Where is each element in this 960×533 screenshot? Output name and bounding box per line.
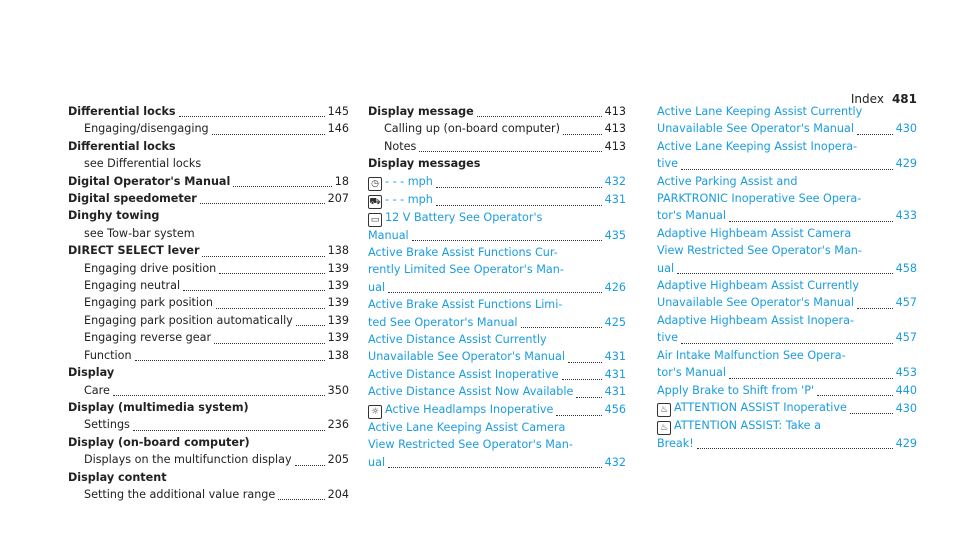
index-entry[interactable] (368, 419, 626, 436)
entry-label: Display message (368, 105, 474, 118)
dot-leader (295, 462, 325, 466)
index-heading (68, 399, 349, 416)
index-heading (68, 469, 349, 486)
entry-text (84, 225, 195, 242)
entry-text (68, 364, 114, 381)
page-ref: 18 (334, 174, 349, 188)
page-ref: 458 (895, 261, 917, 275)
entry-label: PARKTRONIC Inoperative See Opera- (657, 192, 862, 206)
entry-text (84, 312, 293, 329)
page-ref: 429 (895, 436, 917, 450)
dot-leader (219, 270, 324, 274)
dot-leader (681, 340, 893, 344)
dot-leader (850, 410, 893, 414)
entry-text (368, 279, 385, 296)
entry-text (368, 244, 558, 261)
entry-text (68, 242, 199, 259)
entry-text (84, 120, 209, 137)
dot-leader (412, 237, 602, 241)
page-ref: 205 (327, 453, 349, 467)
entry-label: View Restricted See Operator's Man- (657, 244, 862, 258)
entry-label: Display messages (368, 157, 481, 171)
entry-text (84, 451, 292, 468)
dot-leader (697, 445, 893, 449)
entry-label: Active Lane Keeping Assist Camera (368, 420, 566, 434)
index-entry[interactable] (657, 277, 917, 294)
index-entry[interactable] (657, 364, 917, 381)
page-ref: 433 (895, 209, 917, 223)
entry-label: - - - mph (385, 192, 433, 206)
page-ref: 440 (895, 383, 917, 397)
entry-label: Calling up (on-board computer) (384, 122, 561, 136)
dot-leader (477, 113, 602, 117)
index-column-1 (68, 103, 349, 503)
entry-label: tor's Manual (657, 209, 726, 223)
entry-text (84, 416, 130, 433)
dot-leader (677, 270, 893, 274)
entry-label: Active Lane Keeping Assist Inopera- (657, 139, 858, 153)
dot-leader (183, 287, 325, 291)
page-ref: 425 (604, 315, 626, 329)
dot-leader (179, 113, 325, 117)
entry-label: Notes (384, 139, 417, 153)
dot-leader (436, 202, 602, 206)
dot-leader (113, 392, 325, 396)
entry-label: Active Lane Keeping Assist Currently (657, 105, 863, 118)
dot-leader (296, 322, 325, 326)
entry-text (657, 225, 851, 242)
index-entry[interactable] (657, 207, 917, 224)
page-ref: 139 (327, 313, 349, 327)
entry-label: Unavailable See Operator's Manual (657, 122, 854, 136)
page-ref: 435 (604, 228, 626, 242)
page-ref: 139 (327, 261, 349, 275)
entry-text (84, 294, 213, 311)
entry-text (657, 242, 862, 259)
entry-label: Active Brake Assist Functions Cur- (368, 246, 558, 260)
entry-label: Adaptive Highbeam Assist Currently (657, 279, 860, 293)
index-entry[interactable] (657, 347, 917, 364)
dot-leader (133, 427, 325, 431)
dot-leader (388, 464, 602, 468)
entry-text (68, 207, 159, 224)
entry-text (84, 260, 216, 277)
entry-text (384, 120, 560, 137)
entry-text (84, 382, 110, 399)
index-entry[interactable] (657, 155, 917, 172)
index-entry (68, 120, 349, 137)
entry-text (368, 227, 409, 244)
entry-label: Display (on-board computer) (68, 435, 250, 449)
dot-leader (556, 412, 601, 416)
index-entry[interactable] (368, 244, 626, 261)
dot-leader (212, 131, 325, 135)
entry-label: Display (68, 366, 115, 380)
page-ref: 432 (604, 175, 626, 189)
entry-label: ted See Operator's Manual (368, 315, 518, 329)
dot-leader (135, 357, 325, 361)
index-entry[interactable] (657, 103, 917, 120)
entry-label: ATTENTION ASSIST: Take a (674, 418, 821, 432)
entry-text (657, 138, 857, 155)
index-entry (68, 312, 349, 329)
index-heading (68, 190, 349, 207)
index-heading (68, 103, 349, 120)
entry-label: Settings (84, 418, 130, 432)
entry-text (657, 277, 859, 294)
page-ref: 204 (327, 487, 349, 501)
index-entry[interactable] (368, 331, 626, 348)
entry-label: Unavailable See Operator's Manual (657, 296, 854, 310)
page-ref: 413 (604, 139, 626, 153)
index-entry[interactable] (657, 120, 917, 137)
entry-label: Active Brake Assist Functions Limi- (368, 298, 563, 312)
index-entry[interactable] (657, 225, 917, 242)
dot-leader (388, 289, 602, 293)
page-ref: 429 (895, 157, 917, 171)
entry-label: Care (84, 383, 110, 397)
page-ref: 426 (604, 280, 626, 294)
distance-pilot-icon: ⛟ (369, 196, 381, 207)
index-entry[interactable] (368, 261, 626, 278)
entry-label: Engaging/disengaging (84, 122, 209, 136)
entry-text (368, 314, 518, 331)
entry-label: Unavailable See Operator's Manual (368, 350, 565, 364)
entry-label: tor's Manual (657, 366, 726, 380)
dot-leader (817, 392, 893, 396)
index-entry (68, 486, 349, 503)
page-ref: 431 (604, 193, 626, 207)
index-heading (368, 103, 626, 120)
page-ref: 207 (327, 192, 349, 206)
dot-leader (214, 340, 325, 344)
entry-text (368, 173, 433, 191)
dot-leader (436, 184, 602, 188)
entry-text (84, 347, 132, 364)
page-ref: 431 (604, 367, 626, 381)
entry-text (368, 191, 433, 209)
entry-label: see Tow-bar system (84, 226, 195, 240)
dot-leader (857, 131, 893, 135)
entry-text (657, 207, 726, 224)
entry-text (368, 155, 480, 172)
index-entry[interactable] (368, 401, 626, 419)
entry-label: Apply Brake to Shift from 'P' (657, 383, 815, 397)
entry-label: View Restricted See Operator's Man- (368, 438, 573, 452)
index-heading (68, 434, 349, 451)
index-entry[interactable] (368, 227, 626, 244)
dot-leader (681, 166, 893, 170)
entry-text (368, 401, 553, 419)
dot-leader (729, 218, 893, 222)
entry-text (368, 261, 564, 278)
entry-text (84, 329, 211, 346)
dot-leader (562, 376, 602, 380)
index-entry (68, 416, 349, 433)
dot-leader (216, 305, 325, 309)
index-heading (68, 364, 349, 381)
index-heading (368, 155, 626, 172)
entry-label: ual (368, 280, 386, 294)
index-entry[interactable] (368, 366, 626, 383)
entry-text (68, 103, 176, 120)
index-entry (68, 277, 349, 294)
entry-text (657, 173, 797, 190)
entry-text (384, 138, 416, 155)
entry-text (368, 436, 573, 453)
index-entry[interactable] (657, 260, 917, 277)
entry-label: Display content (68, 470, 167, 484)
entry-text (84, 155, 201, 172)
page-ref: 430 (895, 122, 917, 136)
entry-label: Digital speedometer (68, 192, 197, 206)
page-ref: 145 (327, 105, 349, 118)
entry-text (368, 209, 542, 227)
entry-text (68, 469, 167, 486)
page-ref: 431 (604, 385, 626, 399)
entry-text (368, 366, 559, 383)
entry-text (84, 277, 180, 294)
dot-leader (233, 183, 331, 187)
entry-label: Display (multimedia system) (68, 400, 249, 414)
entry-text (68, 434, 250, 451)
page-ref: 139 (327, 279, 349, 293)
entry-text (657, 312, 854, 329)
index-heading (68, 138, 349, 155)
entry-label: Engaging neutral (84, 279, 181, 293)
page-ref: 146 (327, 122, 349, 136)
dot-leader (576, 394, 601, 398)
entry-label: see Differential locks (84, 157, 202, 171)
dot-leader (202, 253, 324, 257)
entry-label: Differential locks (68, 139, 176, 153)
entry-text (68, 138, 176, 155)
entry-label: Adaptive Highbeam Assist Camera (657, 226, 852, 240)
entry-label: Engaging drive position (84, 261, 217, 275)
index-entry[interactable] (368, 209, 626, 227)
entry-text (657, 103, 862, 120)
entry-label: Engaging park position automatically (84, 313, 293, 327)
index-entry (68, 451, 349, 468)
entry-text (657, 155, 678, 172)
index-heading (68, 207, 349, 224)
page-ref: 430 (895, 401, 917, 415)
index-heading (68, 242, 349, 259)
entry-label: ual (657, 261, 675, 275)
dot-leader (729, 375, 893, 379)
index-entry[interactable] (657, 312, 917, 329)
entry-text (657, 435, 694, 452)
entry-label: Active Headlamps Inoperative (385, 402, 554, 416)
section-title: Index (850, 92, 884, 106)
index-column-2 (368, 103, 626, 471)
page-ref: 453 (895, 366, 917, 380)
page-ref: 457 (895, 296, 917, 310)
entry-label: Active Distance Assist Inoperative (368, 367, 559, 381)
index-entry (368, 138, 626, 155)
entry-text (68, 190, 197, 207)
entry-label: ATTENTION ASSIST Inoperative (674, 400, 847, 414)
entry-label: Differential locks (68, 105, 176, 118)
entry-label: Active Distance Assist Now Available (368, 385, 574, 399)
index-entry (68, 155, 349, 172)
dot-leader (857, 305, 893, 309)
index-heading (68, 173, 349, 190)
index-entry[interactable] (657, 399, 917, 417)
index-entry (68, 225, 349, 242)
dot-leader (563, 131, 602, 135)
page-ref: 413 (604, 105, 626, 118)
entry-label: Digital Operator's Manual (68, 174, 231, 188)
entry-text (657, 347, 846, 364)
battery-icon: ▭ (368, 213, 382, 227)
index-entry[interactable] (657, 435, 917, 452)
entry-label: DIRECT SELECT lever (68, 244, 200, 258)
entry-text (368, 103, 474, 120)
dot-leader (278, 496, 324, 500)
index-entry (68, 260, 349, 277)
entry-label: Engaging park position (84, 296, 213, 310)
index-entry[interactable] (657, 329, 917, 346)
index-entry[interactable] (657, 190, 917, 207)
index-entry[interactable] (368, 383, 626, 400)
entry-text (657, 329, 678, 346)
entry-label: 12 V Battery See Operator's (385, 210, 543, 224)
entry-label: Break! (657, 436, 694, 450)
entry-text (368, 419, 565, 436)
index-entry[interactable] (657, 382, 917, 399)
speed-limiter-icon: ◷ (368, 177, 382, 191)
page-ref: 457 (895, 331, 917, 345)
entry-text (657, 294, 854, 311)
index-entry[interactable] (368, 191, 626, 209)
entry-text (657, 382, 814, 399)
attention-assist-icon: ♨ (657, 421, 671, 435)
page-ref: 413 (604, 122, 626, 136)
entry-label: Active Parking Assist and (657, 174, 798, 188)
index-entry[interactable] (368, 279, 626, 296)
index-entry[interactable] (368, 454, 626, 471)
page-ref: 432 (604, 455, 626, 469)
index-entry (68, 382, 349, 399)
index-entry[interactable] (368, 173, 626, 191)
page-ref: 431 (604, 350, 626, 364)
index-entry[interactable] (368, 348, 626, 365)
page-ref: 236 (327, 418, 349, 432)
page-number: 481 (891, 92, 917, 106)
entry-label: ual (368, 455, 386, 469)
index-entry[interactable] (368, 296, 626, 313)
entry-label: Displays on the multifunction display (84, 453, 292, 467)
entry-text (368, 296, 562, 313)
dot-leader (568, 359, 602, 363)
attention-assist-icon: ♨ (657, 403, 671, 417)
index-entry[interactable] (657, 173, 917, 190)
index-entry (68, 347, 349, 364)
entry-text (68, 173, 230, 190)
index-entry[interactable] (657, 138, 917, 155)
entry-label: Manual (368, 228, 409, 242)
page-ref: 350 (327, 383, 349, 397)
entry-text (657, 364, 726, 381)
entry-label: Active Distance Assist Currently (368, 333, 547, 347)
entry-label: tive (657, 331, 678, 345)
entry-text (84, 486, 275, 503)
entry-text (657, 120, 854, 137)
index-entry[interactable] (368, 314, 626, 331)
index-column-3 (657, 103, 917, 452)
entry-label: Function (84, 348, 132, 362)
entry-text (368, 331, 547, 348)
dot-leader (521, 324, 602, 328)
entry-label: tive (657, 157, 678, 171)
index-entry (68, 329, 349, 346)
entry-text (368, 348, 565, 365)
entry-text (657, 417, 821, 435)
entry-label: rently Limited See Operator's Man- (368, 263, 564, 277)
entry-text (68, 399, 249, 416)
page-ref: 138 (327, 244, 349, 258)
entry-label: Engaging reverse gear (84, 331, 212, 345)
entry-label: Setting the additional value range (84, 487, 276, 501)
entry-label: - - - mph (385, 174, 433, 188)
page-ref: 139 (327, 331, 349, 345)
headlamp-icon: ☼ (368, 405, 382, 419)
entry-text (657, 399, 847, 417)
page-ref: 139 (327, 296, 349, 310)
index-entry[interactable] (657, 294, 917, 311)
dot-leader (419, 148, 601, 152)
entry-text (368, 383, 573, 400)
index-entry[interactable] (657, 417, 917, 435)
page-ref: 138 (327, 348, 349, 362)
index-entry (368, 120, 626, 137)
index-entry[interactable] (368, 436, 626, 453)
entry-label: Dinghy towing (68, 209, 160, 223)
index-entry[interactable] (657, 242, 917, 259)
entry-text (368, 454, 385, 471)
entry-text (657, 260, 674, 277)
dot-leader (200, 200, 325, 204)
index-entry (68, 294, 349, 311)
entry-label: Air Intake Malfunction See Opera- (657, 348, 846, 362)
page-ref: 456 (604, 403, 626, 417)
entry-label: Adaptive Highbeam Assist Inopera- (657, 313, 854, 327)
entry-text (657, 190, 861, 207)
